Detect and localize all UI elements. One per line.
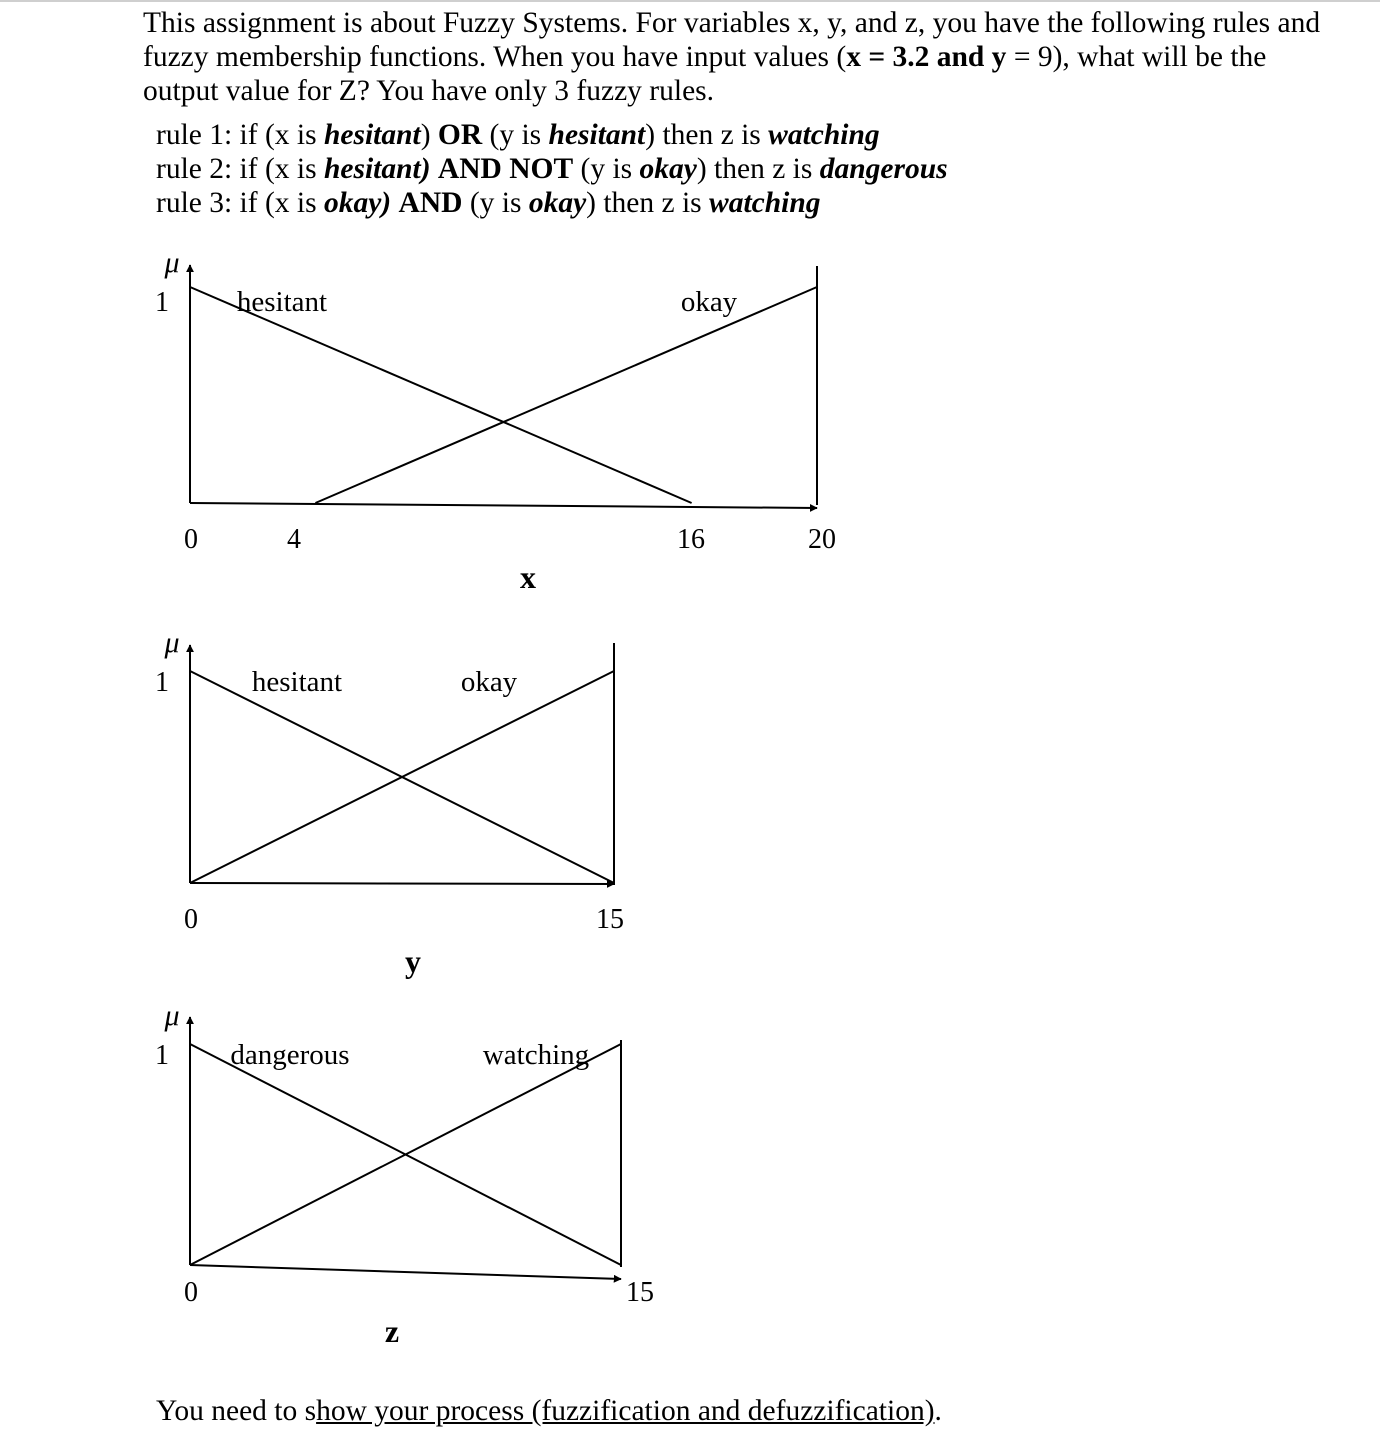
- rule-term: hesitant: [548, 119, 646, 151]
- rule-text: rule 2: if (x is: [156, 153, 324, 185]
- x-tick-label: 16: [677, 524, 705, 555]
- rule-text: ) then z is: [696, 153, 820, 185]
- x-tick-label: 15: [596, 904, 624, 935]
- series-label-dangerous: dangerous: [230, 1039, 350, 1071]
- x-axis-label: z: [384, 1313, 400, 1349]
- x-axis: [190, 883, 614, 884]
- x-tick-label: 0: [184, 524, 198, 555]
- footer-text-end: .: [934, 1395, 942, 1427]
- x-axis: [190, 1265, 621, 1279]
- rule-operator: AND: [398, 187, 463, 219]
- series-label-okay: okay: [680, 286, 738, 318]
- x-tick-label: 20: [808, 524, 836, 555]
- series-line-hesitant: [190, 287, 692, 503]
- intro-text-2: = 9), what will be the output value for Z? You have only 3 fuzzy rules.: [143, 41, 1267, 107]
- rule-text: rule 1: if (x is: [156, 119, 324, 151]
- series-label-watching: watching: [482, 1039, 590, 1071]
- rule-output: watching: [768, 119, 880, 151]
- footer-text: You need to s: [156, 1395, 317, 1427]
- rule-text: (y is: [462, 187, 529, 219]
- footer-underlined-text: how your process (fuzzification and defuzzification): [316, 1395, 935, 1427]
- y-axis-label: μ: [164, 999, 180, 1032]
- y-tick-label: 1: [155, 1040, 169, 1071]
- chart-x-membership: [155, 246, 836, 595]
- chart-y-membership: [155, 626, 624, 979]
- series-label-hesitant: hesitant: [251, 666, 343, 698]
- intro-bold-values: x = 3.2 and y: [846, 41, 1007, 73]
- series-line-okay: [315, 287, 817, 503]
- rule-term: hesitant: [323, 119, 421, 151]
- rule-text: rule 3: if (x is: [156, 187, 324, 219]
- y-tick-label: 1: [155, 287, 169, 318]
- series-label-okay: okay: [460, 666, 518, 698]
- x-axis-label: x: [520, 559, 536, 595]
- rule-text: (y is: [573, 153, 640, 185]
- rule-text: (y is: [482, 119, 549, 151]
- chart-z-membership: [155, 999, 654, 1349]
- rule-term: okay): [323, 187, 392, 219]
- x-tick-label: 0: [184, 1277, 198, 1308]
- x-axis-label: y: [405, 943, 421, 979]
- series-label-hesitant: hesitant: [236, 286, 328, 318]
- y-tick-label: 1: [155, 667, 169, 698]
- y-axis-label: μ: [164, 626, 180, 659]
- rule-term: hesitant): [323, 153, 431, 185]
- x-tick-label: 4: [287, 524, 301, 555]
- x-tick-label: 0: [184, 904, 198, 935]
- y-axis-label: μ: [164, 246, 180, 279]
- footer-instruction: [156, 1394, 942, 1428]
- rule-output: watching: [709, 187, 821, 219]
- rule-term: okay: [639, 153, 697, 185]
- rule-operator: OR: [437, 119, 483, 151]
- rule-output: dangerous: [819, 153, 948, 185]
- rule-term: okay: [528, 187, 587, 219]
- x-tick-label: 15: [626, 1277, 654, 1308]
- rule-operator: AND NOT: [437, 153, 574, 185]
- intro-text-1: This assignment is about Fuzzy Systems. For variables x, y, and z, you have the following rules and fuzzy membership functions. When you have input values (: [143, 7, 1321, 73]
- rule-text: ) then z is: [645, 119, 769, 151]
- x-axis: [190, 503, 817, 508]
- rule-text: ) then z is: [586, 187, 710, 219]
- rule-text: ): [420, 119, 438, 151]
